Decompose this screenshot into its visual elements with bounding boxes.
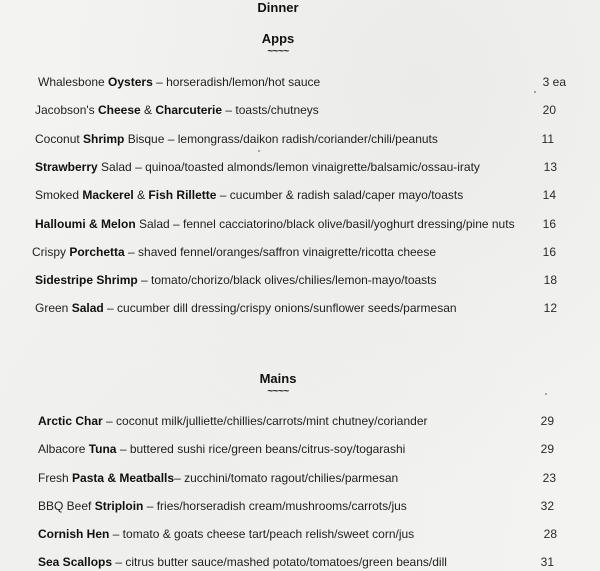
menu-item-text: Albacore: [38, 442, 89, 456]
menu-item-text: – buttered sushi rice/green beans/citrus-soy/togarashi: [116, 442, 406, 456]
menu-item: [38, 440, 405, 458]
menu-item-price: 18: [543, 273, 557, 287]
menu-item-text: Jacobson's: [35, 103, 98, 117]
menu-item-text: &: [140, 103, 156, 117]
menu-item: [35, 101, 319, 119]
section-divider-apps: ~~~~: [267, 46, 289, 57]
menu-item-highlight: Charcuterie: [155, 103, 223, 117]
menu-item-highlight: Oysters: [108, 75, 153, 89]
menu-item-text: – coconut milk/julliette/chillies/carrots/mint chutney/coriander: [102, 414, 428, 428]
menu-item-price: 29: [540, 442, 554, 456]
menu-item: [38, 497, 407, 515]
menu-item: [38, 469, 398, 487]
menu-item: [32, 243, 436, 261]
menu-item-text: – cucumber dill dressing/crispy onions/sunflower seeds/parmesan: [103, 301, 457, 315]
menu-item-text: Smoked: [35, 188, 83, 202]
menu-item-price: 29: [540, 414, 554, 428]
menu-item-text: – shaved fennel/oranges/saffron vinaigrette/ricotta cheese: [124, 245, 437, 259]
menu-item-text: Whalesbone: [38, 75, 109, 89]
menu-item-highlight: Salad: [71, 301, 104, 315]
menu-item: [38, 412, 428, 430]
menu-item-text: &: [133, 188, 149, 202]
menu-item-price: 16: [542, 245, 556, 259]
menu-item-text: Crispy: [32, 245, 70, 259]
menu-item-price: 11: [541, 132, 554, 146]
menu-item: [35, 299, 457, 317]
menu-item-price: 3 ea: [542, 75, 566, 89]
section-heading-mains: Mains: [259, 371, 297, 386]
menu-item-text: – citrus butter sauce/mashed potato/tomatoes/green beans/dill: [112, 555, 447, 569]
scan-speck: [534, 91, 536, 93]
menu-item: [38, 73, 320, 91]
menu-item-text: – tomato/chorizo/black olives/chilies/lemon-mayo/toasts: [137, 273, 437, 287]
menu-item-price: 16: [542, 217, 556, 231]
menu-item-price: 32: [540, 499, 554, 513]
menu-item-highlight: Cheese: [98, 103, 141, 117]
menu-item-highlight: Mackerel: [82, 188, 134, 202]
menu-title: Dinner: [257, 0, 299, 15]
menu-item-price: 28: [543, 527, 557, 541]
scan-speck: [545, 393, 547, 395]
menu-item-text: Green: [35, 301, 72, 315]
menu-item-text: Bisque – lemongrass/daikon radish/coriander/chili/peanuts: [124, 132, 438, 146]
menu-item: [35, 186, 463, 204]
section-divider-mains: ~~~~: [267, 386, 289, 397]
menu-item-highlight: Tuna: [88, 442, 117, 456]
menu-item-price: 14: [542, 188, 556, 202]
menu-item-text: – tomato & goats cheese tart/peach relish/sweet corn/jus: [109, 527, 415, 541]
menu-item-highlight: Shrimp: [83, 132, 125, 146]
menu-item-highlight: Pasta & Meatballs: [72, 471, 175, 485]
menu-item-highlight: Strawberry: [35, 160, 98, 174]
menu-item-highlight: Striploin: [94, 499, 144, 513]
menu-item-highlight: Halloumi & Melon: [35, 217, 136, 231]
menu-item-highlight: Arctic Char: [38, 414, 103, 428]
menu-item: [38, 553, 447, 571]
menu-item-price: 13: [543, 160, 557, 174]
menu-item-text: – toasts/chutneys: [222, 103, 319, 117]
menu-item-highlight: Porchetta: [69, 245, 125, 259]
menu-item-text: Fresh: [38, 471, 73, 485]
menu-item: [38, 525, 414, 543]
scan-speck: [258, 150, 260, 152]
menu-item-text: – fries/horseradish cream/mushrooms/carrots/jus: [143, 499, 407, 513]
menu-item-highlight: Sidestripe Shrimp: [35, 273, 138, 287]
menu-item-price: 31: [540, 555, 554, 569]
menu-item-text: Salad – quinoa/toasted almonds/lemon vinaigrette/balsamic/ossau-iraty: [97, 160, 480, 174]
menu-item-text: Coconut: [35, 132, 84, 146]
menu-item-text: – zucchini/tomato ragout/chilies/parmesan: [174, 471, 399, 485]
menu-item-highlight: Sea Scallops: [38, 555, 113, 569]
menu-item-price: 12: [543, 301, 557, 315]
menu-item-highlight: Cornish Hen: [38, 527, 110, 541]
menu-item: [35, 215, 515, 233]
menu-item-text: – horseradish/lemon/hot sauce: [152, 75, 321, 89]
menu-item-price: 20: [542, 103, 556, 117]
menu-item-text: Salad – fennel cacciatorino/black olive/basil/yoghurt dressing/pine nuts: [135, 217, 515, 231]
menu-item-text: – cucumber & radish salad/caper mayo/toasts: [216, 188, 464, 202]
menu-item-highlight: Fish Rillette: [148, 188, 217, 202]
menu-item: [35, 271, 437, 289]
menu-item: [35, 130, 438, 148]
menu-item-price: 23: [542, 471, 556, 485]
section-heading-apps: Apps: [261, 31, 295, 46]
menu-item: [35, 158, 480, 176]
menu-item-text: BBQ Beef: [38, 499, 95, 513]
